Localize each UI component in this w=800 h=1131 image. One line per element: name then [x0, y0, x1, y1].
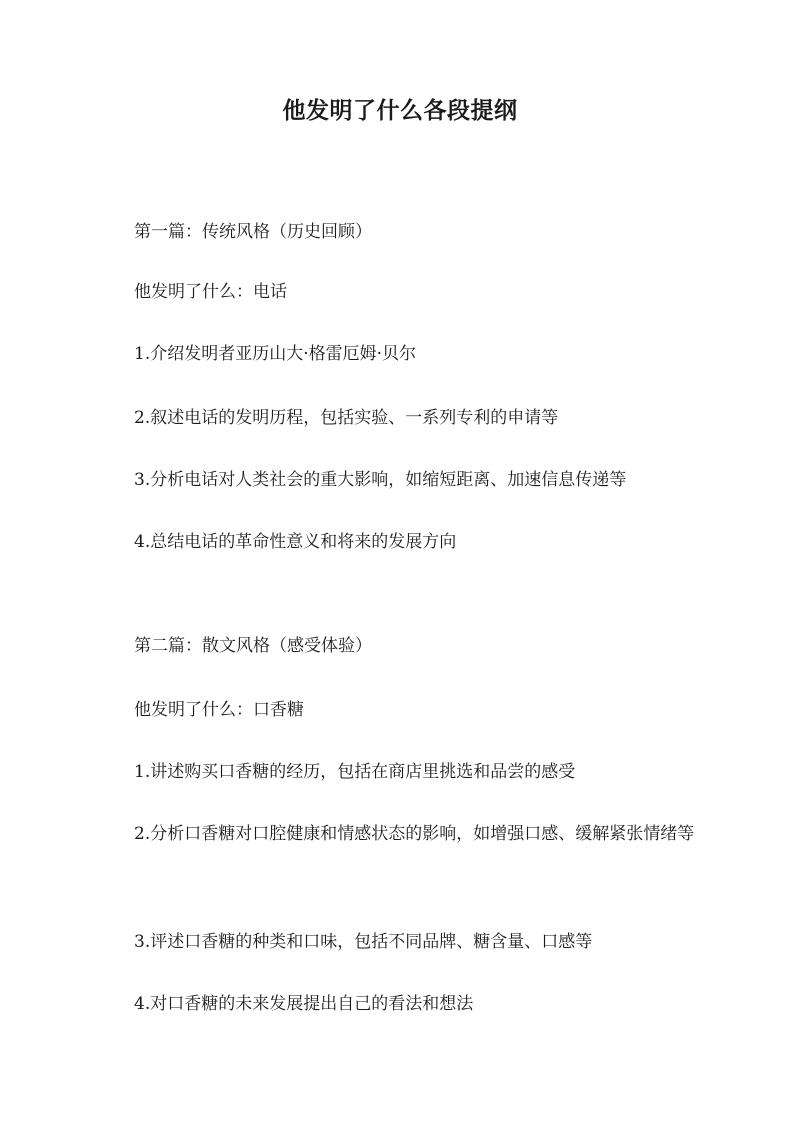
section-1-point-4: 4.总结电话的革命性意义和将来的发展方向: [134, 532, 457, 552]
section-2-point-2: 2.分析口香糖对口腔健康和情感状态的影响，如增强口感、缓解紧张情绪等: [134, 824, 695, 844]
section-2-point-3: 3.评述口香糖的种类和口味，包括不同品牌、糖含量、口感等: [134, 932, 593, 952]
section-1-point-3: 3.分析电话对人类社会的重大影响，如缩短距离、加速信息传递等: [134, 470, 627, 490]
section-2-point-4: 4.对口香糖的未来发展提出自己的看法和想法: [134, 994, 474, 1014]
page-title: 他发明了什么各段提纲: [282, 97, 518, 124]
section-2-heading: 第二篇：散文风格（感受体验）: [134, 636, 372, 656]
section-1-subject: 他发明了什么：电话: [134, 282, 287, 302]
section-1-point-1: 1.介绍发明者亚历山大·格雷厄姆·贝尔: [134, 344, 417, 364]
section-1-heading: 第一篇：传统风格（历史回顾）: [134, 222, 372, 242]
section-2-subject: 他发明了什么：口香糖: [134, 700, 304, 720]
section-2-point-1: 1.讲述购买口香糖的经历，包括在商店里挑选和品尝的感受: [134, 762, 576, 782]
section-1-point-2: 2.叙述电话的发明历程，包括实验、一系列专利的申请等: [134, 408, 559, 428]
